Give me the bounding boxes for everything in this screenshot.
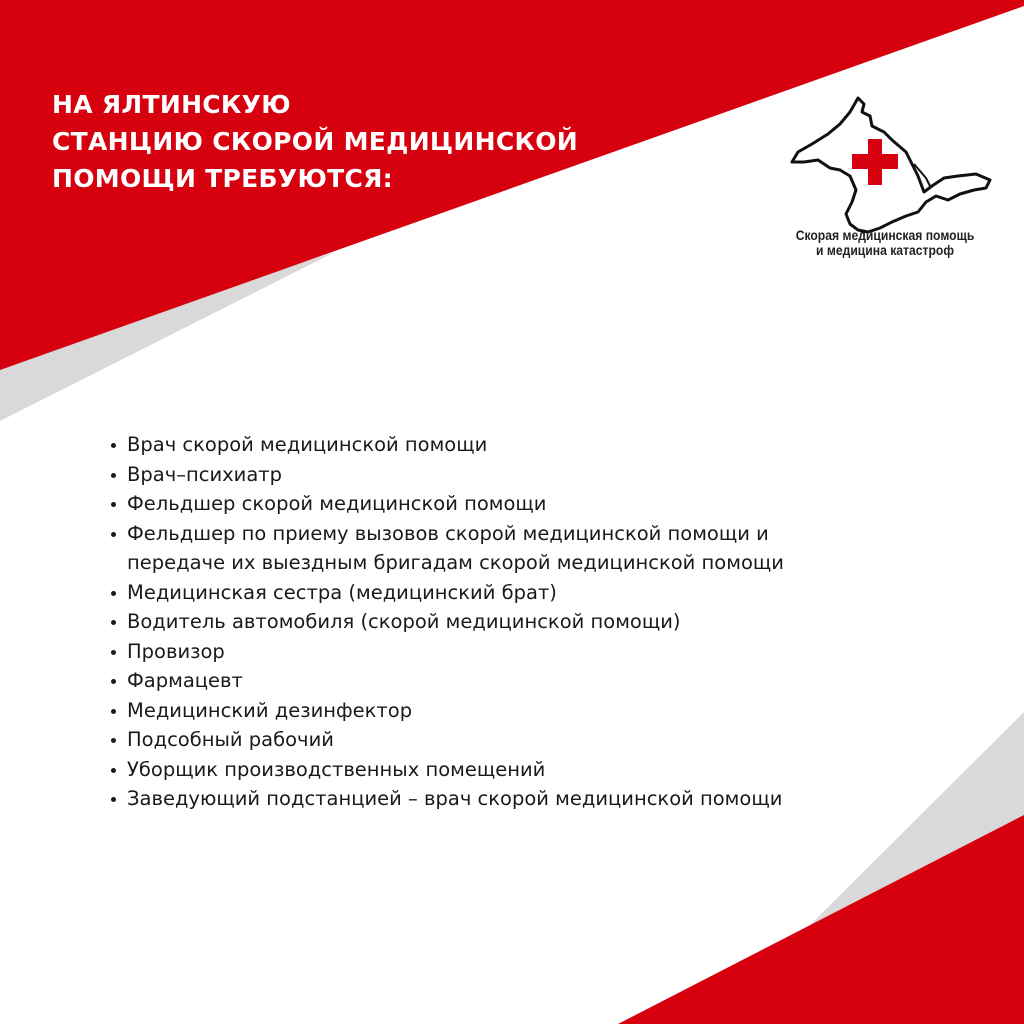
title-line: НА ЯЛТИНСКУЮ bbox=[52, 90, 291, 119]
list-item: Медицинский дезинфектор bbox=[105, 696, 784, 726]
vacancy-list bbox=[105, 430, 784, 814]
title-line: СТАНЦИЮ СКОРОЙ МЕДИЦИНСКОЙ bbox=[52, 127, 579, 156]
title-line: ПОМОЩИ ТРЕБУЮТСЯ: bbox=[52, 164, 393, 193]
list-item: Провизор bbox=[105, 637, 784, 667]
list-item: Медицинская сестра (медицинский брат) bbox=[105, 578, 784, 608]
list-item: Врач–психиатр bbox=[105, 460, 784, 490]
list-item: Водитель автомобиля (скорой медицинской помощи) bbox=[105, 607, 784, 637]
list-item: Уборщик производственных помещений bbox=[105, 755, 784, 785]
list-item: Подсобный рабочий bbox=[105, 725, 784, 755]
logo-caption-line: и медицина катастроф bbox=[816, 243, 954, 258]
list-item: Фельдшер скорой медицинской помощи bbox=[105, 489, 784, 519]
page-title bbox=[52, 86, 578, 197]
list-item-continuation: передаче их выездным бригадам скорой медицинской помощи bbox=[127, 551, 784, 574]
logo-caption-line: Скорая медицинская помощь bbox=[795, 228, 975, 243]
list-item: Врач скорой медицинской помощи bbox=[105, 430, 784, 460]
list-item: Заведующий подстанцией – врач скорой медицинской помощи bbox=[105, 784, 784, 814]
logo-caption bbox=[791, 228, 980, 258]
list-item: Фармацевт bbox=[105, 666, 784, 696]
list-item: Фельдшер по приему вызовов скорой медицинской помощи и bbox=[105, 519, 784, 549]
